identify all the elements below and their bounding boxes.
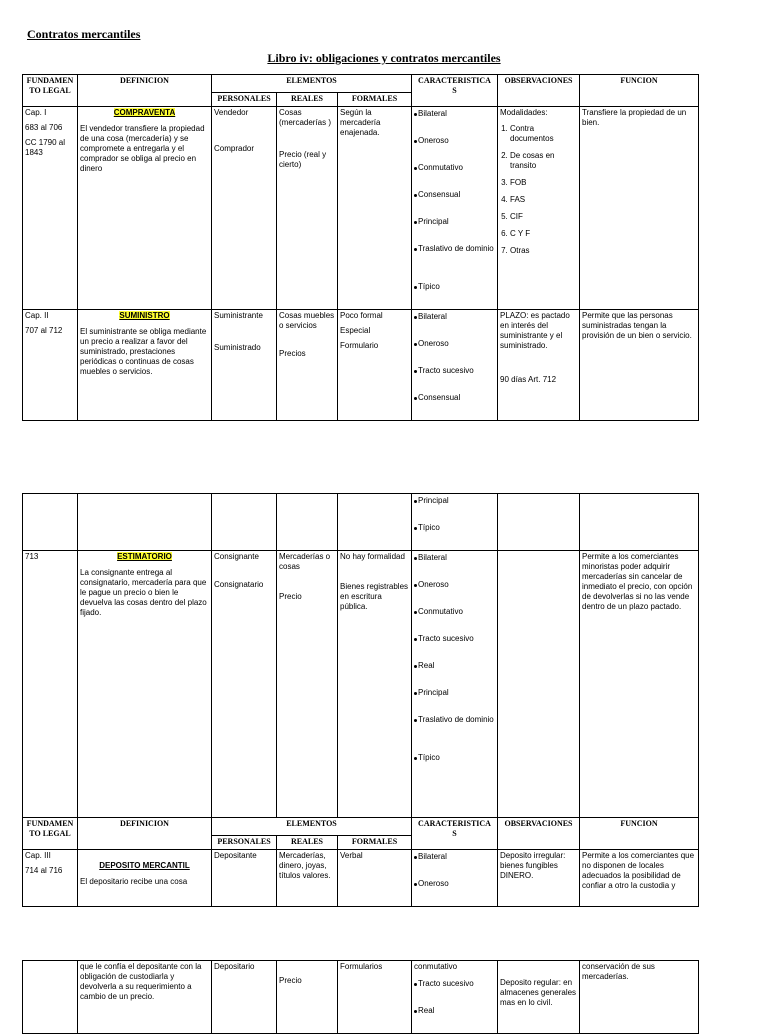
personales-cell: Vendedor Comprador — [212, 107, 277, 310]
formales-cell: Según la mercadería enajenada. — [338, 107, 412, 310]
list-item: Principal — [414, 687, 495, 714]
list-item: Típico — [414, 522, 495, 549]
funcion-cell: Permite que las personas suministradas tengan la provisión de un bien o servicio. — [580, 310, 699, 421]
list-item: Real — [414, 1005, 495, 1032]
caracteristicas-cell — [412, 494, 498, 551]
personales-cell: Depositario — [212, 961, 277, 1034]
empty-cell — [498, 494, 580, 551]
list-item: 4. FAS — [510, 195, 577, 205]
contract-name: SUMINISTRO — [119, 311, 170, 320]
empty-cell — [78, 494, 212, 551]
list-item: 7. Otras — [510, 246, 577, 256]
list-item: Tracto sucesivo — [414, 978, 495, 1005]
personales-cell: Suministrante Suministrado — [212, 310, 277, 421]
list-item: Principal — [414, 216, 495, 243]
list-item: Traslativo de dominio — [414, 714, 495, 752]
list-item: Oneroso — [414, 135, 495, 162]
empty-cell — [23, 494, 78, 551]
contract-name: ESTIMATORIO — [117, 552, 172, 561]
header-elementos: ELEMENTOS — [212, 75, 412, 93]
observaciones-cell: Deposito regular: en almacenes generales mas en lo civil. — [498, 961, 580, 1034]
definicion-cell: SUMINISTRO El suministrante se obliga mediante un precio a realizar a favor del suministrado, prestaciones periódicas o continuas de cosas muebles o servicios. — [78, 310, 212, 421]
empty-cell — [277, 494, 338, 551]
contracts-table-1 — [22, 74, 699, 421]
caracteristicas-cell — [412, 310, 498, 421]
fundamento-cell: Cap. II 707 al 712 — [23, 310, 78, 421]
caracteristicas-cell — [412, 850, 498, 907]
header-formales: FORMALES — [338, 93, 412, 107]
caracteristicas-cell — [412, 551, 498, 818]
header-reales: REALES — [277, 93, 338, 107]
contracts-table-3 — [22, 960, 699, 1034]
personales-cell: Depositante — [212, 850, 277, 907]
fundamento-cell: Cap. I 683 al 706 CC 1790 al 1843 — [23, 107, 78, 310]
list-item: Real — [414, 660, 495, 687]
reales-cell: Precio — [277, 961, 338, 1034]
observaciones-cell: Modalidades: 1. Contra documentos 2. De cosas en transito 3. FOB 4. FAS 5. CIF 6. C Y F 7. Otras — [498, 107, 580, 310]
funcion-cell: Transfiere la propiedad de un bien. — [580, 107, 699, 310]
header-personales: PERSONALES — [212, 836, 277, 850]
list-item: 5. CIF — [510, 212, 577, 222]
list-item: Oneroso — [414, 338, 495, 365]
fundamento-cell: Cap. III 714 al 716 — [23, 850, 78, 907]
definicion-cell: DEPOSITO MERCANTIL El depositario recibe una cosa — [78, 850, 212, 907]
formales-cell: Poco formal Especial Formulario — [338, 310, 412, 421]
list-item: Tracto sucesivo — [414, 633, 495, 660]
header-personales: PERSONALES — [212, 93, 277, 107]
formales-cell: No hay formalidad Bienes registrables en escritura pública. — [338, 551, 412, 818]
list-item: Principal — [414, 495, 495, 522]
list-item: 3. FOB — [510, 178, 577, 188]
formales-cell: Verbal — [338, 850, 412, 907]
table-row-suministro — [23, 310, 699, 421]
header-observaciones: OBSERVACIONES — [498, 818, 580, 850]
list-item: 1. Contra documentos — [510, 124, 577, 144]
list-item: Típico — [414, 281, 495, 308]
funcion-cell: Permite a los comerciantes minoristas poder adquirir mercaderías sin cancelar de inmediato el precio, con opción de devolverlas si no las vende dentro de un plazo pactado. — [580, 551, 699, 818]
list-item: Consensual — [414, 189, 495, 216]
funcion-cell: conservación de sus mercaderías. — [580, 961, 699, 1034]
list-item: 2. De cosas en transito — [510, 151, 577, 171]
header-elementos: ELEMENTOS — [212, 818, 412, 836]
personales-cell: Consignante Consignatario — [212, 551, 277, 818]
empty-cell — [212, 494, 277, 551]
header-definicion: DEFINICION — [78, 818, 212, 850]
reales-cell: Mercaderías, dinero, joyas, títulos valores. — [277, 850, 338, 907]
contract-name: DEPOSITO MERCANTIL — [99, 861, 190, 870]
header-caracteristicas: CARACTERISTICA S — [412, 818, 498, 850]
header-caracteristicas: CARACTERISTICA S — [412, 75, 498, 107]
empty-cell — [498, 551, 580, 818]
empty-cell — [338, 494, 412, 551]
formales-cell: Formularios — [338, 961, 412, 1034]
table-row-deposito — [23, 850, 699, 907]
document-title: Contratos mercantiles — [27, 27, 141, 41]
list-item: Conmutativo — [414, 606, 495, 633]
header-definicion: DEFINICION — [78, 75, 212, 107]
reales-cell: Cosas muebles o servicios Precios — [277, 310, 338, 421]
list-item: Bilateral — [414, 552, 495, 579]
list-item: Bilateral — [414, 108, 495, 135]
contract-name: COMPRAVENTA — [113, 108, 176, 117]
caracteristicas-cell: conmutativo Tracto sucesivo Real — [412, 961, 498, 1034]
header-observaciones: OBSERVACIONES — [498, 75, 580, 107]
list-item: Traslativo de dominio — [414, 243, 495, 281]
list-item: Típico — [414, 752, 495, 779]
table-row-suministro-cont — [23, 494, 699, 551]
list-item: 6. C Y F — [510, 229, 577, 239]
header-formales: FORMALES — [338, 836, 412, 850]
empty-cell — [23, 961, 78, 1034]
header-reales: REALES — [277, 836, 338, 850]
table-row-compraventa — [23, 107, 699, 310]
definicion-cell: que le confía el depositante con la obligación de custodiarla y devolverla a su requerimiento a cambio de un precio. — [78, 961, 212, 1034]
table-row-estimatorio — [23, 551, 699, 818]
list-item: Oneroso — [414, 878, 495, 905]
list-item: Bilateral — [414, 311, 495, 338]
list-item: Oneroso — [414, 579, 495, 606]
header-fundamento: FUNDAMEN TO LEGAL — [23, 818, 78, 850]
caracteristicas-cell — [412, 107, 498, 310]
observaciones-cell: PLAZO: es pactado en interés del suministrante y el suministrado. 90 días Art. 712 — [498, 310, 580, 421]
list-item: Bilateral — [414, 851, 495, 878]
list-item: Conmutativo — [414, 162, 495, 189]
definicion-cell: ESTIMATORIO La consignante entrega al consignatario, mercadería para que le pague un precio o bien le devuelva las cosas dentro del plazo fijado. — [78, 551, 212, 818]
header-funcion: FUNCION — [580, 75, 699, 107]
contracts-table-2 — [22, 493, 699, 907]
header-fundamento: FUNDAMEN TO LEGAL — [23, 75, 78, 107]
fundamento-cell: 713 — [23, 551, 78, 818]
empty-cell — [580, 494, 699, 551]
list-item: Consensual — [414, 392, 495, 419]
reales-cell: Cosas (mercaderías ) Precio (real y cierto) — [277, 107, 338, 310]
funcion-cell: Permite a los comerciantes que no disponen de locales adecuados la posibilidad de confiar a otro la custodia y — [580, 850, 699, 907]
document-subtitle: Libro iv: obligaciones y contratos mercantiles — [267, 51, 501, 65]
reales-cell: Mercaderías o cosas Precio — [277, 551, 338, 818]
definicion-cell: COMPRAVENTA El vendedor transfiere la propiedad de una cosa (mercadería) y se compromete a entregarla y el comprador se obliga al precio en dinero — [78, 107, 212, 310]
header-funcion: FUNCION — [580, 818, 699, 850]
list-item: Tracto sucesivo — [414, 365, 495, 392]
observaciones-cell: Deposito irregular: bienes fungibles DINERO. — [498, 850, 580, 907]
table-row-deposito-cont — [23, 961, 699, 1034]
